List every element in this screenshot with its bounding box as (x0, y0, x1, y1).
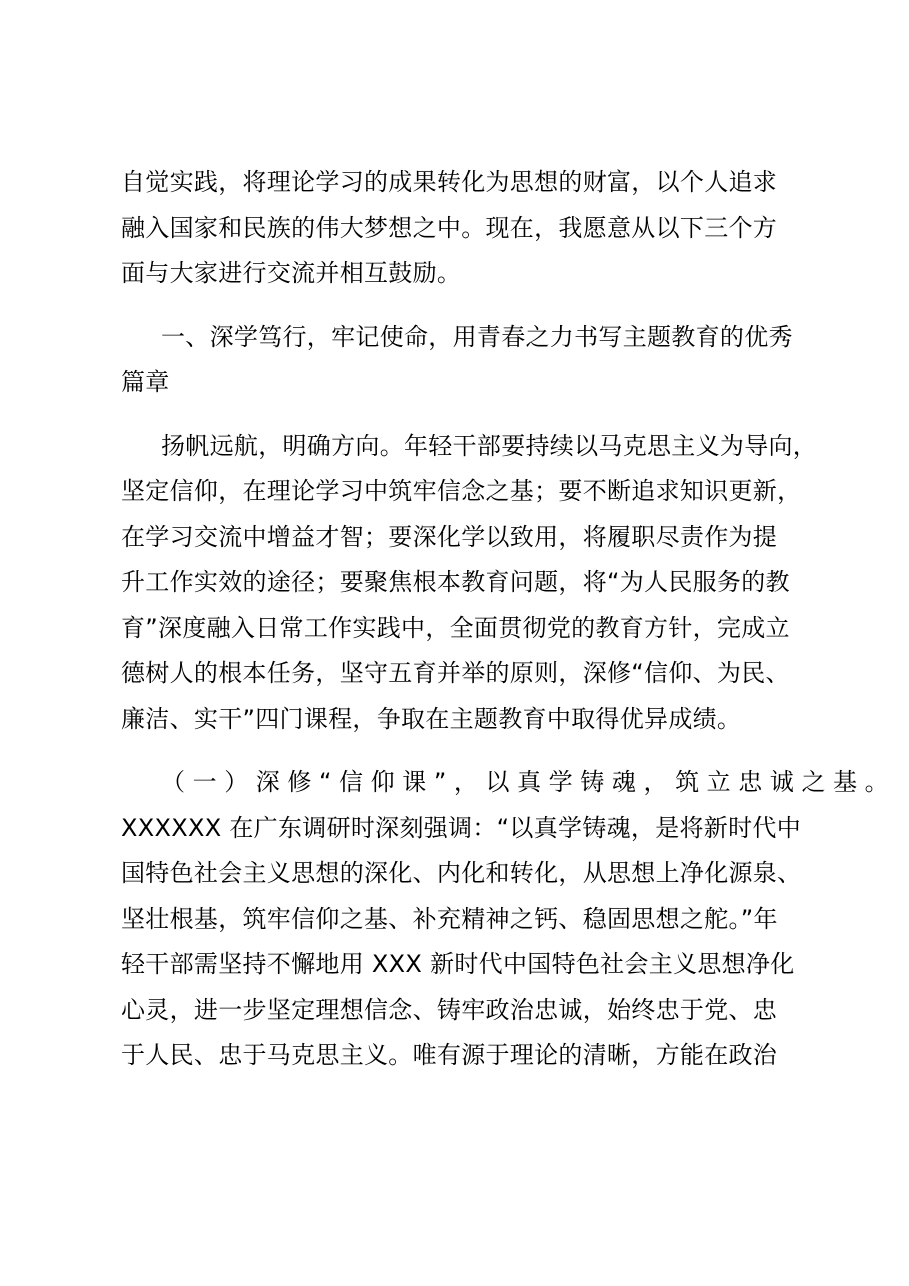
text-line: 面与大家进行交流并相互鼓励。 (121, 259, 462, 287)
text-line: 升工作实效的途径；要聚焦根本教育问题，将“为人民服务的教 (121, 568, 790, 596)
text-line: 心灵，进一步坚定理想信念、铸牢政治忠诚，始终忠于党、忠 (121, 995, 778, 1024)
section-heading-one (121, 315, 821, 406)
paragraph-intro (121, 160, 821, 297)
paragraph-faith-course (121, 760, 897, 1079)
subheading-line: （一）深修“信仰课”，以真学铸魂，筑立忠诚之基。 (161, 768, 897, 796)
text-line: 在学习交流中增益才智；要深化学以致用，将履职尽责作为提 (121, 522, 778, 551)
document-body (121, 160, 897, 1079)
text-line: 德树人的根本任务，坚守五育并举的原则，深修“信仰、为民、 (121, 659, 790, 687)
text-line: 育”深度融入日常工作实践中，全面贯彻党的教育方针，完成立 (121, 613, 790, 642)
text-line: 国特色社会主义思想的深化、内化和转化，从思想上净化源泉、 (121, 859, 802, 887)
text-line: 融入国家和民族的伟大梦想之中。现在，我愿意从以下三个方 (121, 213, 778, 242)
heading-line: 一、深学笃行，牢记使命，用青春之力书写主题教育的优秀 (161, 322, 793, 351)
text-line: XXXXXX 在广东调研时深刻强调：“以真学铸魂，是将新时代中 (121, 813, 802, 842)
text-line: 轻干部需坚持不懈地用 XXX 新时代中国特色社会主义思想净化 (121, 950, 795, 978)
text-line: 坚定信仰，在理论学习中筑牢信念之基；要不断追求知识更新， (121, 477, 802, 505)
heading-line: 篇章 (121, 368, 170, 396)
text-line: 扬帆远航，明确方向。年轻干部要持续以马克思主义为导向， (161, 431, 818, 460)
text-line: 自觉实践，将理论学习的成果转化为思想的财富，以个人追求 (121, 168, 778, 196)
text-line: 廉洁、实干”四门课程，争取在主题教育中取得优异成绩。 (121, 704, 742, 733)
paragraph-direction (121, 424, 821, 743)
text-line: 于人民、忠于马克思主义。唯有源于理论的清晰，方能在政治 (121, 1041, 778, 1069)
text-line: 坚壮根基，筑牢信仰之基、补充精神之钙、稳固思想之舵。”年 (121, 904, 778, 933)
